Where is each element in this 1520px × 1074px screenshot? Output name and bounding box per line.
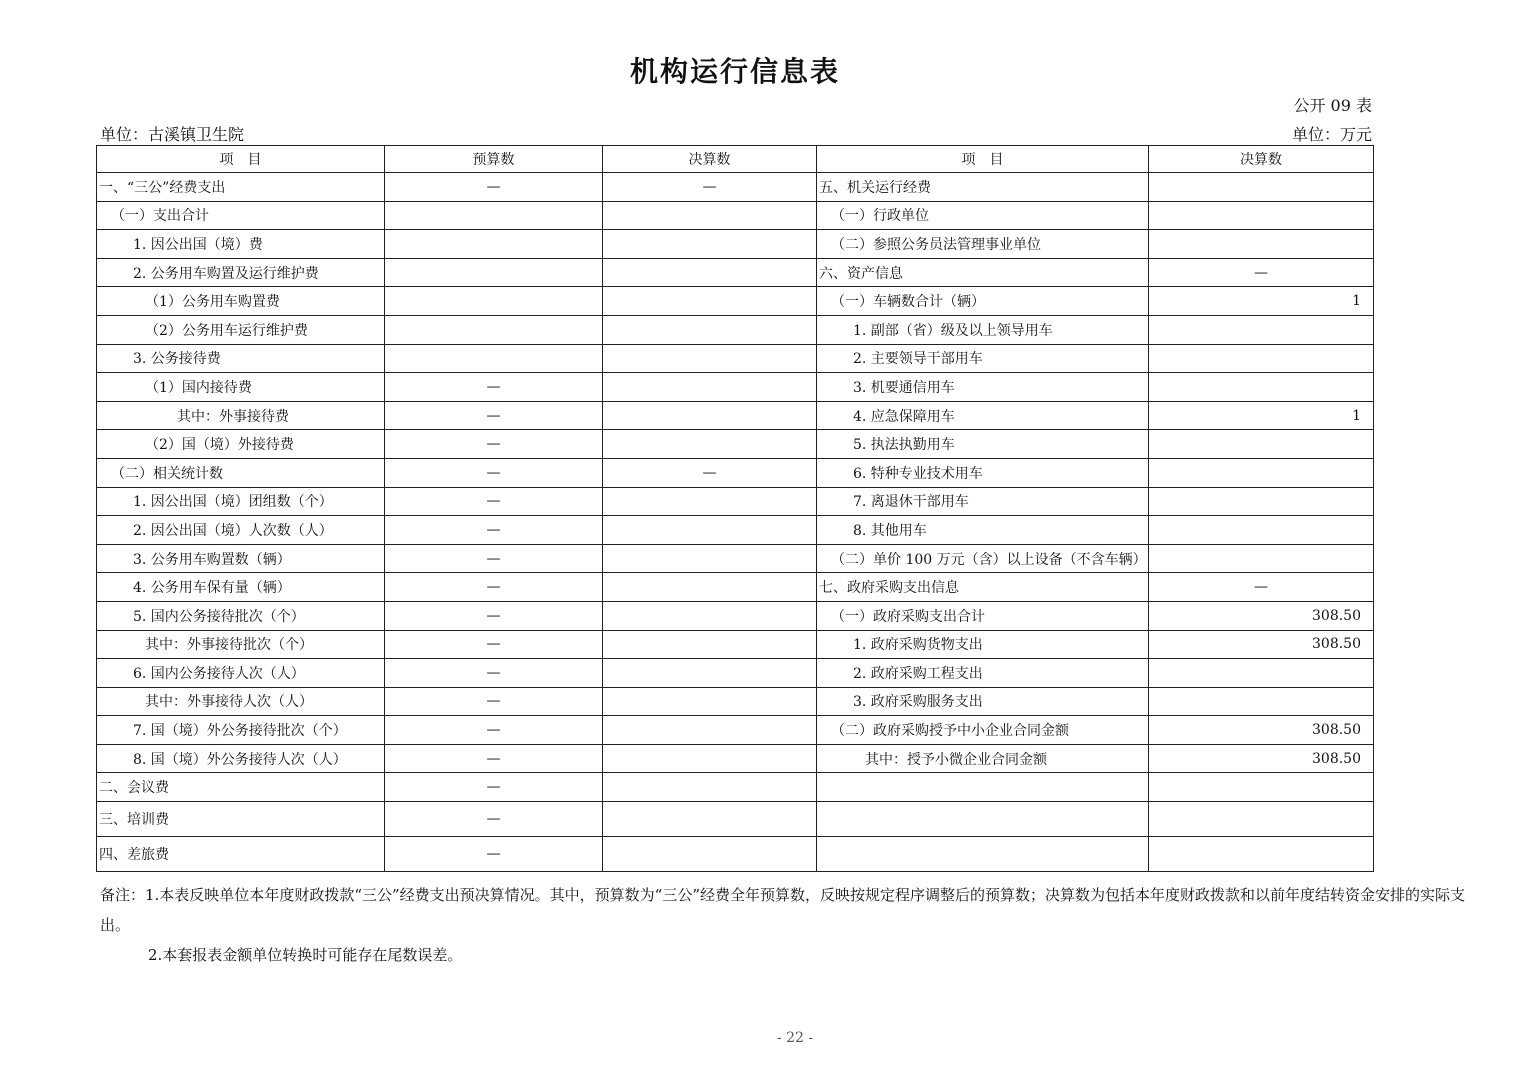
budget-cell xyxy=(385,201,603,230)
actual-cell xyxy=(603,630,817,659)
right-item-cell xyxy=(817,773,1149,802)
left-item-cell: （一）支出合计 xyxy=(97,201,385,230)
right-value-cell xyxy=(1149,430,1374,459)
actual-cell xyxy=(603,430,817,459)
actual-cell xyxy=(603,258,817,287)
actual-cell xyxy=(603,373,817,402)
right-value-cell: — xyxy=(1149,258,1374,287)
budget-cell: — xyxy=(385,601,603,630)
right-item-cell: （一）行政单位 xyxy=(817,201,1149,230)
left-item-cell: 2. 因公出国（境）人次数（人） xyxy=(97,516,385,545)
table-row xyxy=(97,173,1374,202)
budget-cell: — xyxy=(385,430,603,459)
budget-cell: — xyxy=(385,837,603,872)
actual-cell xyxy=(603,659,817,688)
actual-cell xyxy=(603,287,817,316)
header-actual: 决算数 xyxy=(603,146,817,173)
left-item-cell: 2. 公务用车购置及运行维护费 xyxy=(97,258,385,287)
left-item-cell: 其中：外事接待人次（人） xyxy=(97,687,385,716)
currency-unit: 单位：万元 xyxy=(1291,125,1372,144)
page-title: 机构运行信息表 xyxy=(629,55,840,88)
right-item-cell: 3. 政府采购服务支出 xyxy=(817,687,1149,716)
actual-cell xyxy=(603,315,817,344)
budget-cell: — xyxy=(385,173,603,202)
budget-cell: — xyxy=(385,687,603,716)
right-item-cell: 8. 其他用车 xyxy=(817,516,1149,545)
right-value-cell xyxy=(1149,659,1374,688)
right-value-cell: — xyxy=(1149,573,1374,602)
budget-cell: — xyxy=(385,516,603,545)
right-item-cell: 2. 政府采购工程支出 xyxy=(817,659,1149,688)
left-item-cell: 其中：外事接待费 xyxy=(97,401,385,430)
left-item-cell: 3. 公务接待费 xyxy=(97,344,385,373)
right-item-cell: 5. 执法执勤用车 xyxy=(817,430,1149,459)
right-value-cell xyxy=(1149,516,1374,545)
left-item-cell: （1）公务用车购置费 xyxy=(97,287,385,316)
actual-cell xyxy=(603,201,817,230)
right-item-cell: 6. 特种专业技术用车 xyxy=(817,458,1149,487)
right-item-cell xyxy=(817,802,1149,837)
left-item-cell: 1. 因公出国（境）团组数（个） xyxy=(97,487,385,516)
budget-cell: — xyxy=(385,573,603,602)
right-item-cell: 1. 政府采购货物支出 xyxy=(817,630,1149,659)
actual-cell xyxy=(603,230,817,259)
left-item-cell: 四、差旅费 xyxy=(97,837,385,872)
right-item-cell: 3. 机要通信用车 xyxy=(817,373,1149,402)
right-item-cell: （二）参照公务员法管理事业单位 xyxy=(817,230,1149,259)
table-row xyxy=(97,287,1374,316)
right-item-cell: 其中：授予小微企业合同金额 xyxy=(817,744,1149,773)
actual-cell xyxy=(603,401,817,430)
budget-cell: — xyxy=(385,802,603,837)
budget-cell: — xyxy=(385,544,603,573)
left-item-cell: 5. 国内公务接待批次（个） xyxy=(97,601,385,630)
table-row xyxy=(97,630,1374,659)
left-item-cell: 1. 因公出国（境）费 xyxy=(97,230,385,259)
right-item-cell: （一）政府采购支出合计 xyxy=(817,601,1149,630)
table-row xyxy=(97,516,1374,545)
note-2: 2.本套报表金额单位转换时可能存在尾数误差。 xyxy=(148,946,463,964)
table-row xyxy=(97,837,1374,872)
table-row xyxy=(97,573,1374,602)
actual-cell xyxy=(603,601,817,630)
right-value-cell: 308.50 xyxy=(1149,601,1374,630)
table-row xyxy=(97,344,1374,373)
budget-cell xyxy=(385,344,603,373)
table-row xyxy=(97,258,1374,287)
header-item-left: 项 目 xyxy=(97,146,385,173)
table-row xyxy=(97,687,1374,716)
actual-cell xyxy=(603,802,817,837)
header-item-right: 项 目 xyxy=(817,146,1149,173)
left-item-cell: 其中：外事接待批次（个） xyxy=(97,630,385,659)
right-value-cell: 308.50 xyxy=(1149,630,1374,659)
left-item-cell: （2）国（境）外接待费 xyxy=(97,430,385,459)
header-actual-right: 决算数 xyxy=(1149,146,1374,173)
right-item-cell: 1. 副部（省）级及以上领导用车 xyxy=(817,315,1149,344)
actual-cell xyxy=(603,344,817,373)
right-item-cell: （二）政府采购授予中小企业合同金额 xyxy=(817,716,1149,745)
info-table xyxy=(96,145,1374,872)
actual-cell xyxy=(603,773,817,802)
right-item-cell xyxy=(817,837,1149,872)
table-row xyxy=(97,487,1374,516)
budget-cell: — xyxy=(385,716,603,745)
right-item-cell: 七、政府采购支出信息 xyxy=(817,573,1149,602)
left-item-cell: （2）公务用车运行维护费 xyxy=(97,315,385,344)
right-value-cell xyxy=(1149,373,1374,402)
right-item-cell: 六、资产信息 xyxy=(817,258,1149,287)
right-value-cell: 308.50 xyxy=(1149,744,1374,773)
left-item-cell: 3. 公务用车购置数（辆） xyxy=(97,544,385,573)
actual-cell: — xyxy=(603,173,817,202)
right-item-cell: （二）单价 100 万元（含）以上设备（不含车辆） xyxy=(817,544,1149,573)
right-item-cell: 7. 离退休干部用车 xyxy=(817,487,1149,516)
table-row xyxy=(97,716,1374,745)
left-item-cell: 二、会议费 xyxy=(97,773,385,802)
right-value-cell xyxy=(1149,230,1374,259)
budget-cell: — xyxy=(385,744,603,773)
table-row xyxy=(97,773,1374,802)
budget-cell xyxy=(385,230,603,259)
right-value-cell xyxy=(1149,487,1374,516)
budget-cell: — xyxy=(385,401,603,430)
right-value-cell: 1 xyxy=(1149,287,1374,316)
table-row xyxy=(97,201,1374,230)
right-value-cell: 308.50 xyxy=(1149,716,1374,745)
right-item-cell: （一）车辆数合计（辆） xyxy=(817,287,1149,316)
right-value-cell xyxy=(1149,344,1374,373)
reporting-unit: 单位：古溪镇卫生院 xyxy=(100,125,245,144)
budget-cell xyxy=(385,258,603,287)
budget-cell xyxy=(385,287,603,316)
page-number: - 22 - xyxy=(776,1030,814,1046)
right-value-cell xyxy=(1149,837,1374,872)
right-item-cell: 4. 应急保障用车 xyxy=(817,401,1149,430)
budget-cell: — xyxy=(385,659,603,688)
left-item-cell: （二）相关统计数 xyxy=(97,458,385,487)
left-item-cell: 7. 国（境）外公务接待批次（个） xyxy=(97,716,385,745)
budget-cell: — xyxy=(385,630,603,659)
actual-cell xyxy=(603,487,817,516)
right-value-cell xyxy=(1149,544,1374,573)
right-item-cell: 五、机关运行经费 xyxy=(817,173,1149,202)
actual-cell xyxy=(603,516,817,545)
actual-cell xyxy=(603,837,817,872)
actual-cell xyxy=(603,573,817,602)
table-row xyxy=(97,373,1374,402)
right-value-cell xyxy=(1149,458,1374,487)
table-row xyxy=(97,659,1374,688)
actual-cell xyxy=(603,544,817,573)
right-value-cell xyxy=(1149,802,1374,837)
left-item-cell: 一、“三公”经费支出 xyxy=(97,173,385,202)
budget-cell: — xyxy=(385,458,603,487)
table-row xyxy=(97,544,1374,573)
left-item-cell: （1）国内接待费 xyxy=(97,373,385,402)
actual-cell: — xyxy=(603,458,817,487)
table-row xyxy=(97,315,1374,344)
table-header-row xyxy=(97,146,1374,173)
right-value-cell xyxy=(1149,315,1374,344)
left-item-cell: 三、培训费 xyxy=(97,802,385,837)
budget-cell: — xyxy=(385,487,603,516)
actual-cell xyxy=(603,687,817,716)
table-row xyxy=(97,430,1374,459)
table-row xyxy=(97,401,1374,430)
table-row xyxy=(97,744,1374,773)
form-code: 公开 09 表 xyxy=(1293,96,1372,115)
right-item-cell: 2. 主要领导干部用车 xyxy=(817,344,1149,373)
left-item-cell: 6. 国内公务接待人次（人） xyxy=(97,659,385,688)
left-item-cell: 4. 公务用车保有量（辆） xyxy=(97,573,385,602)
actual-cell xyxy=(603,716,817,745)
budget-cell xyxy=(385,315,603,344)
budget-cell: — xyxy=(385,373,603,402)
right-value-cell: 1 xyxy=(1149,401,1374,430)
notes xyxy=(100,880,1490,970)
table-row xyxy=(97,802,1374,837)
right-value-cell xyxy=(1149,201,1374,230)
table-row xyxy=(97,458,1374,487)
budget-cell: — xyxy=(385,773,603,802)
table-row xyxy=(97,601,1374,630)
note-1: 备注：1.本表反映单位本年度财政拨款“三公”经费支出预决算情况。其中，预算数为“三公”经费全年预算数，反映按规定程序调整后的预算数；决算数为包括本年度财政拨款和以前年度结转资金安排的实际支出。 xyxy=(100,886,1465,934)
right-value-cell xyxy=(1149,173,1374,202)
right-value-cell xyxy=(1149,773,1374,802)
actual-cell xyxy=(603,744,817,773)
right-value-cell xyxy=(1149,687,1374,716)
header-budget: 预算数 xyxy=(385,146,603,173)
table-row xyxy=(97,230,1374,259)
left-item-cell: 8. 国（境）外公务接待人次（人） xyxy=(97,744,385,773)
